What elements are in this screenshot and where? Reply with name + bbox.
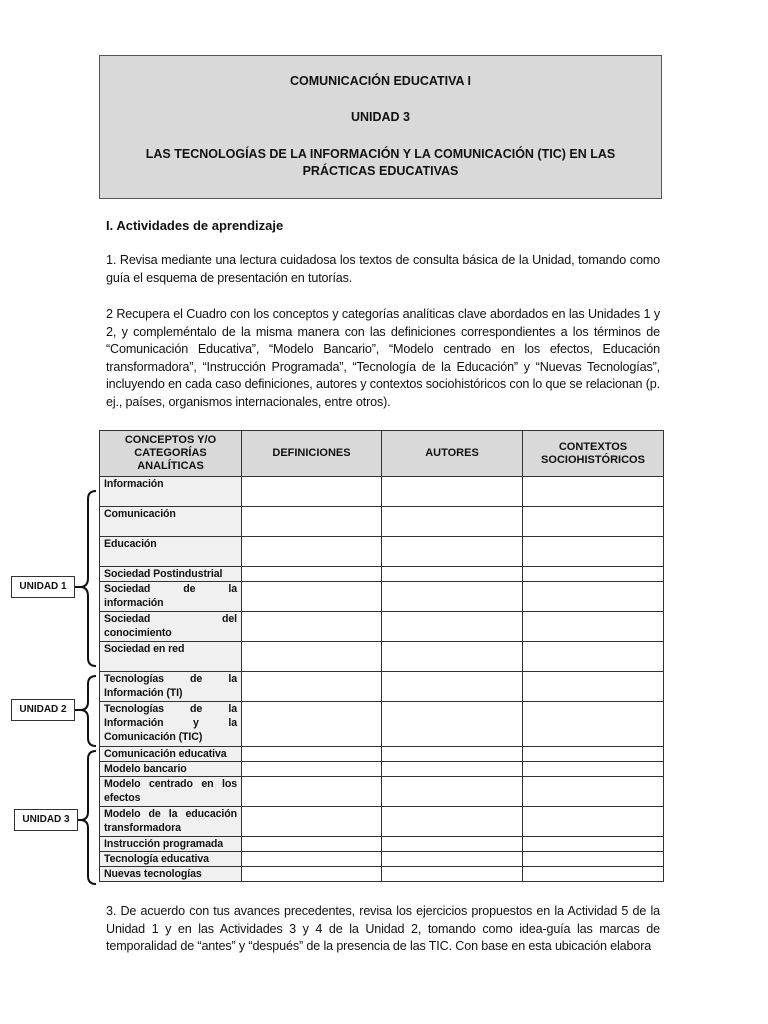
table-cell[interactable] bbox=[382, 672, 523, 702]
row-label: Nuevas tecnologías bbox=[100, 867, 242, 882]
table-cell[interactable] bbox=[242, 567, 382, 582]
row-label: Comunicación bbox=[100, 507, 242, 537]
table-cell[interactable] bbox=[523, 537, 664, 567]
table-cell[interactable] bbox=[523, 762, 664, 777]
table-cell[interactable] bbox=[382, 777, 523, 807]
table-cell[interactable] bbox=[242, 702, 382, 747]
unit-1-bracket bbox=[80, 491, 96, 666]
table-cell[interactable] bbox=[523, 612, 664, 642]
table-row bbox=[100, 642, 664, 672]
table-row bbox=[100, 867, 664, 882]
table-row bbox=[100, 747, 664, 762]
table-cell[interactable] bbox=[523, 702, 664, 747]
concepts-table bbox=[99, 430, 664, 882]
row-label: Educación bbox=[100, 537, 242, 567]
table-cell[interactable] bbox=[242, 672, 382, 702]
table-cell[interactable] bbox=[382, 747, 523, 762]
row-label: Información bbox=[100, 477, 242, 507]
table-cell[interactable] bbox=[523, 672, 664, 702]
header-concepts: CONCEPTOS Y/O CATEGORÍAS ANALÍTICAS bbox=[100, 431, 242, 477]
table-cell[interactable] bbox=[523, 582, 664, 612]
header-contexts: CONTEXTOS SOCIOHISTÓRICOS bbox=[523, 431, 664, 477]
topic-title: LAS TECNOLOGÍAS DE LA INFORMACIÓN Y LA COMUNICACIÓN (TIC) EN LAS PRÁCTICAS EDUCATIVAS bbox=[145, 147, 616, 178]
row-label: Sociedad en red bbox=[100, 642, 242, 672]
table-cell[interactable] bbox=[382, 702, 523, 747]
table-cell[interactable] bbox=[242, 642, 382, 672]
row-label: Tecnología educativa bbox=[100, 852, 242, 867]
table-header-row bbox=[100, 431, 664, 477]
row-label: Tecnologías de la Información (TI) bbox=[100, 672, 242, 702]
table-row bbox=[100, 612, 664, 642]
table-cell[interactable] bbox=[523, 477, 664, 507]
table-cell[interactable] bbox=[242, 612, 382, 642]
paragraph-3: 3. De acuerdo con tus avances precedentes, revisa los ejercicios propuestos en la Actividad 5 de la Unidad 1 y en las Actividades 3 y 4 de la Unidad 2, tomando como idea-guía las marcas de temporalidad de “antes” y “después” de la presencia de las TIC. Con base en esta ubicación elabora bbox=[106, 904, 660, 953]
table-cell[interactable] bbox=[523, 567, 664, 582]
unit-3-bracket bbox=[80, 751, 96, 884]
table-cell[interactable] bbox=[382, 867, 523, 882]
table-cell[interactable] bbox=[382, 807, 523, 837]
table-cell[interactable] bbox=[523, 852, 664, 867]
paragraph-1: 1. Revisa mediante una lectura cuidadosa los textos de consulta básica de la Unidad, tomando como guía el esquema de presentación en tutorías. bbox=[106, 253, 660, 285]
table-cell[interactable] bbox=[523, 867, 664, 882]
table-cell[interactable] bbox=[242, 837, 382, 852]
table-row bbox=[100, 777, 664, 807]
table-row bbox=[100, 807, 664, 837]
row-label: Sociedad de la información bbox=[100, 582, 242, 612]
table-cell[interactable] bbox=[382, 762, 523, 777]
table-cell[interactable] bbox=[382, 582, 523, 612]
table-cell[interactable] bbox=[382, 642, 523, 672]
table-cell[interactable] bbox=[242, 582, 382, 612]
table-cell[interactable] bbox=[382, 537, 523, 567]
table-cell[interactable] bbox=[242, 867, 382, 882]
header-authors: AUTORES bbox=[382, 431, 523, 477]
unit-title: UNIDAD 3 bbox=[350, 110, 411, 124]
table-cell[interactable] bbox=[242, 762, 382, 777]
table-cell[interactable] bbox=[242, 537, 382, 567]
table-row bbox=[100, 672, 664, 702]
row-label: Modelo centrado en los efectos bbox=[100, 777, 242, 807]
table-row bbox=[100, 702, 664, 747]
row-label: Sociedad del conocimiento bbox=[100, 612, 242, 642]
table-cell[interactable] bbox=[382, 477, 523, 507]
row-label: Comunicación educativa bbox=[100, 747, 242, 762]
table-row bbox=[100, 507, 664, 537]
table-cell[interactable] bbox=[382, 837, 523, 852]
header-definitions: DEFINICIONES bbox=[242, 431, 382, 477]
table-row bbox=[100, 837, 664, 852]
table-cell[interactable] bbox=[382, 612, 523, 642]
table-row bbox=[100, 852, 664, 867]
table-row bbox=[100, 477, 664, 507]
row-label: Tecnologías de la Información y la Comunicación (TIC) bbox=[100, 702, 242, 747]
table-cell[interactable] bbox=[242, 747, 382, 762]
document-header bbox=[99, 55, 662, 199]
table-cell[interactable] bbox=[242, 507, 382, 537]
table-cell[interactable] bbox=[242, 477, 382, 507]
table-cell[interactable] bbox=[523, 747, 664, 762]
table-cell[interactable] bbox=[242, 777, 382, 807]
section-title: I. Actividades de aprendizaje bbox=[106, 218, 284, 233]
row-label: Modelo bancario bbox=[100, 762, 242, 777]
paragraph-2: 2 Recupera el Cuadro con los conceptos y categorías analíticas clave abordados en las Unidades 1 y 2, y compleméntalo de la misma manera con las definiciones correspondientes a los términos de “Comunicación Educativa”, “Modelo Bancario”, “Modelo centrado en los efectos, Educación transformadora”, “Instrucción Programada”, “Tecnología de la Educación” y “Nuevas Tecnologías”, incluyendo en cada caso definiciones, autores y contextos sociohistóricos con lo que se relacionan (p. ej., países, organismos internacionales, entre otros). bbox=[106, 307, 660, 409]
unit-2-label: UNIDAD 2 bbox=[11, 699, 75, 721]
table-cell[interactable] bbox=[382, 567, 523, 582]
row-label: Modelo de la educación transformadora bbox=[100, 807, 242, 837]
unit-3-label: UNIDAD 3 bbox=[14, 809, 78, 831]
unit-2-bracket bbox=[80, 676, 96, 746]
table-row bbox=[100, 537, 664, 567]
course-title: COMUNICACIÓN EDUCATIVA I bbox=[289, 74, 471, 88]
table-cell[interactable] bbox=[523, 777, 664, 807]
unit-1-label: UNIDAD 1 bbox=[11, 576, 75, 598]
table-cell[interactable] bbox=[523, 642, 664, 672]
row-label: Instrucción programada bbox=[100, 837, 242, 852]
table-cell[interactable] bbox=[523, 837, 664, 852]
table-cell[interactable] bbox=[523, 507, 664, 537]
table-cell[interactable] bbox=[382, 852, 523, 867]
table-row bbox=[100, 567, 664, 582]
table-row bbox=[100, 762, 664, 777]
table-cell[interactable] bbox=[382, 507, 523, 537]
table-cell[interactable] bbox=[242, 852, 382, 867]
row-label: Sociedad Postindustrial bbox=[100, 567, 242, 582]
table-cell[interactable] bbox=[242, 807, 382, 837]
table-cell[interactable] bbox=[523, 807, 664, 837]
table-row bbox=[100, 582, 664, 612]
